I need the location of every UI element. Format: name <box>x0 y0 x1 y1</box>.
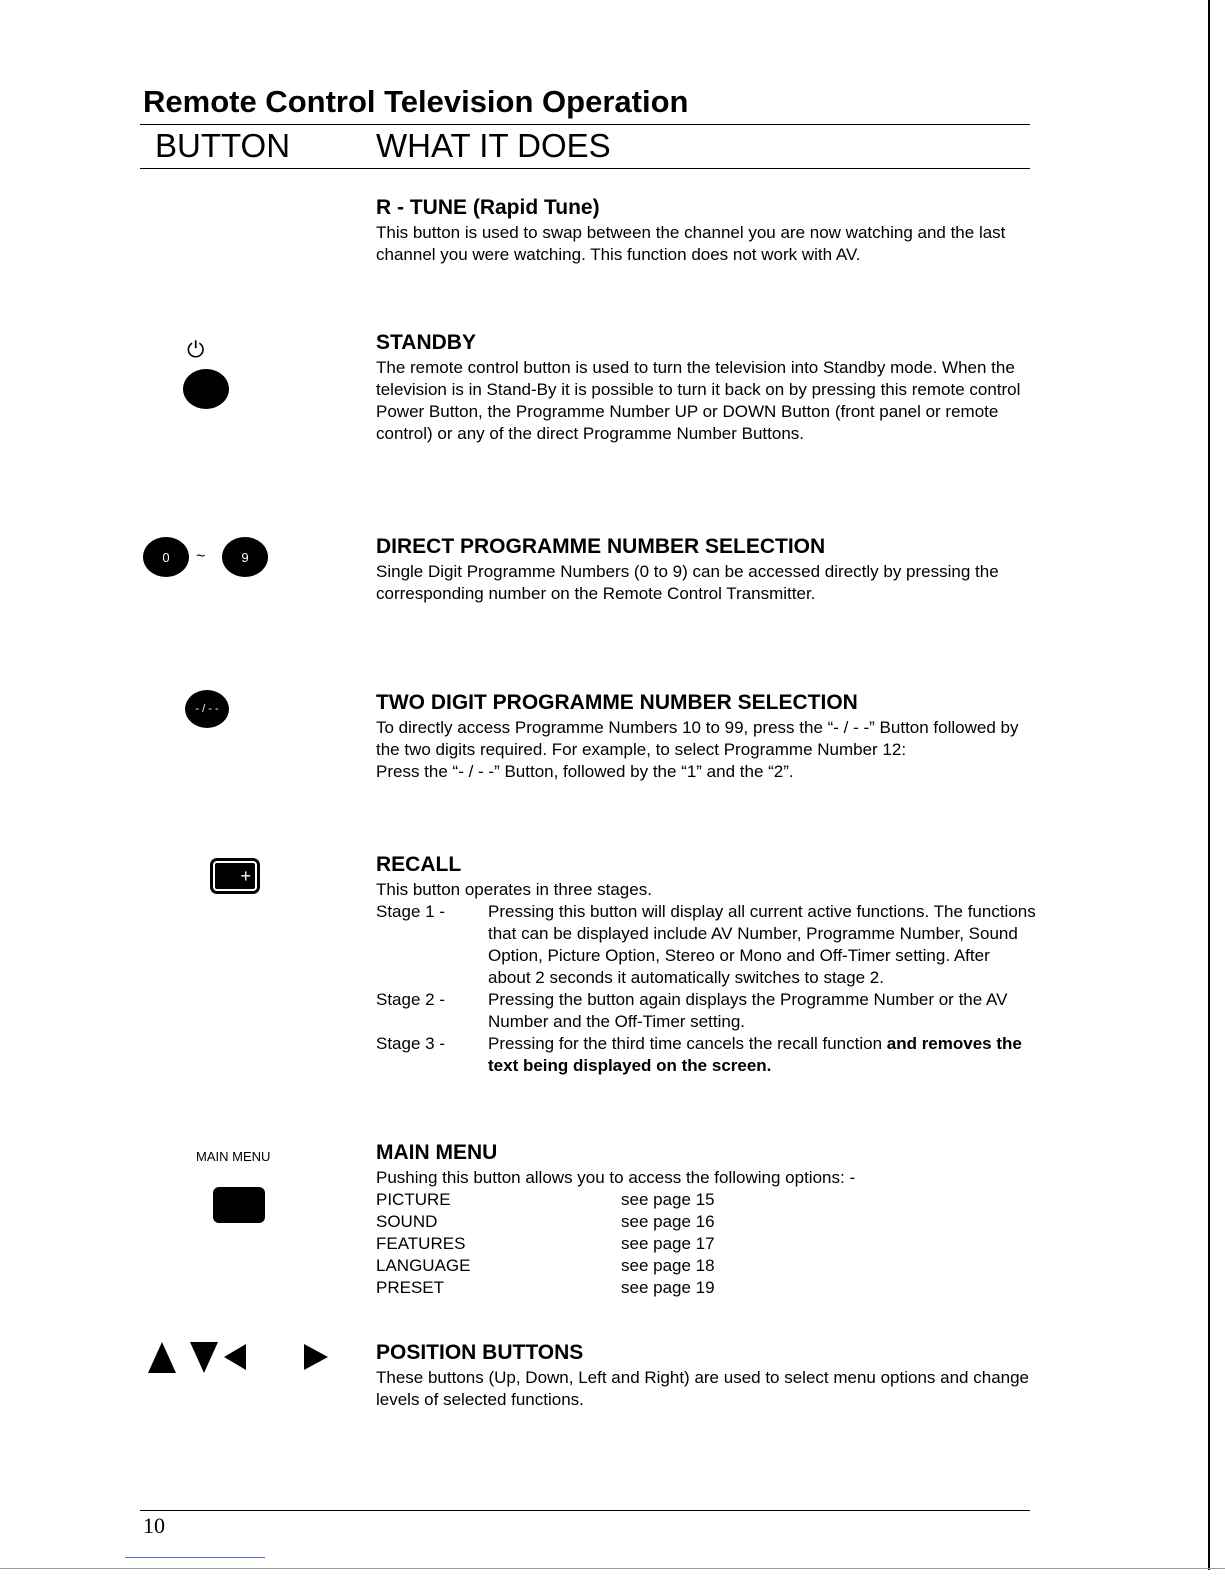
section-body: Pushing this button allows you to access the following options: - <box>376 1168 856 1187</box>
stage-label: Stage 3 - <box>376 1034 445 1053</box>
page-edge <box>1208 0 1210 1570</box>
arrow-up-icon <box>148 1342 176 1373</box>
digit-0-button-icon: 0 <box>143 537 189 577</box>
section-heading: TWO DIGIT PROGRAMME NUMBER SELECTION <box>376 691 858 714</box>
position-arrows-icon <box>148 1340 328 1376</box>
plus-icon: + <box>215 863 255 889</box>
section-heading: STANDBY <box>376 331 476 354</box>
section-heading: MAIN MENU <box>376 1141 498 1164</box>
stage-text: Pressing the button again displays the Programme Number or the AV Number and the Off-Timer setting. <box>488 990 1008 1031</box>
section-body: This button is used to swap between the channel you are now watching and the last channel you were watching. This function does not work with AV. <box>376 223 1006 264</box>
stage-item <box>376 989 1036 1033</box>
menu-option <box>376 1189 1036 1211</box>
recall-button-icon <box>210 858 260 894</box>
section-body: Press the “- / - -” Button, followed by the “1” and the “2”. <box>376 762 794 781</box>
arrow-down-icon <box>190 1342 218 1373</box>
section-heading: R - TUNE (Rapid Tune) <box>376 196 600 219</box>
tilde-text: ~ <box>196 548 206 565</box>
footer-divider <box>140 1510 1030 1511</box>
menu-option <box>376 1255 1036 1277</box>
arrow-left-icon <box>224 1344 246 1370</box>
option-name: LANGUAGE <box>376 1256 471 1275</box>
option-name: PICTURE <box>376 1190 451 1209</box>
section-body: This button operates in three stages. <box>376 880 652 899</box>
option-page: see page 19 <box>621 1278 715 1297</box>
power-symbol-icon: ⏻ <box>187 337 205 362</box>
standby-button-icon <box>183 369 229 409</box>
section-main-menu <box>376 1141 1036 1299</box>
stage-text: Pressing this button will display all current active functions. The functions that can be displayed include AV Number, Programme Number, Sound Option, Picture Option, Stereo or Mono and Off-Timer setting. After about 2 seconds it automatically switches to stage 2. <box>488 902 1036 987</box>
stage-text: Pressing for the third time cancels the recall function <box>488 1034 887 1053</box>
stage-label: Stage 1 - <box>376 902 445 921</box>
section-two-digit <box>376 691 1036 783</box>
option-page: see page 17 <box>621 1234 715 1253</box>
option-page: see page 16 <box>621 1212 715 1231</box>
column-header-what: WHAT IT DOES <box>376 127 611 164</box>
digit-9-button-icon: 9 <box>222 537 268 577</box>
main-menu-button-icon <box>213 1187 265 1223</box>
option-name: FEATURES <box>376 1234 466 1253</box>
section-recall <box>376 853 1036 1077</box>
option-name: SOUND <box>376 1212 438 1231</box>
section-body: These buttons (Up, Down, Left and Right) are used to select menu options and change levels of selected functions. <box>376 1368 1030 1409</box>
page-title: Remote Control Television Operation <box>143 84 689 119</box>
menu-option <box>376 1211 1036 1233</box>
option-page: see page 18 <box>621 1256 715 1275</box>
section-direct <box>376 535 1036 605</box>
section-body: The remote control button is used to turn the television into Standby mode. When the television is in Stand-By it is possible to turn it back on by pressing this remote control Power Button, the Programme Number UP or DOWN Button (front panel or remote control) or any of the direct Programme Number Buttons. <box>376 358 1021 443</box>
arrow-right-icon <box>304 1344 328 1370</box>
section-standby <box>376 331 1036 445</box>
section-body: To directly access Programme Numbers 10 to 99, press the “- / - -” Button followed by the two digits required. For example, to select Programme Number 12: <box>376 718 1019 759</box>
page-number: 10 <box>143 1513 165 1538</box>
section-heading: RECALL <box>376 853 462 876</box>
section-rtune <box>376 196 1036 266</box>
divider <box>140 168 1030 169</box>
section-position <box>376 1341 1036 1411</box>
section-heading: POSITION BUTTONS <box>376 1341 584 1364</box>
menu-option <box>376 1277 1036 1299</box>
section-heading: DIRECT PROGRAMME NUMBER SELECTION <box>376 535 826 558</box>
option-page: see page 15 <box>621 1190 715 1209</box>
stage-text-bold: and removes the text being displayed on the screen. <box>488 1034 1022 1075</box>
stage-label: Stage 2 - <box>376 990 445 1009</box>
option-name: PRESET <box>376 1278 445 1297</box>
menu-option <box>376 1233 1036 1255</box>
column-header-button: BUTTON <box>155 127 291 164</box>
divider <box>140 124 1030 125</box>
link-underline <box>125 1557 265 1558</box>
two-digit-button-icon: - / - - <box>185 690 229 728</box>
stage-item <box>376 1033 1036 1077</box>
main-menu-label: MAIN MENU <box>196 1149 271 1164</box>
page-bottom-edge <box>0 1568 1225 1569</box>
stage-item <box>376 901 1036 989</box>
section-body: Single Digit Programme Numbers (0 to 9) can be accessed directly by pressing the corresponding number on the Remote Control Transmitter. <box>376 562 999 603</box>
